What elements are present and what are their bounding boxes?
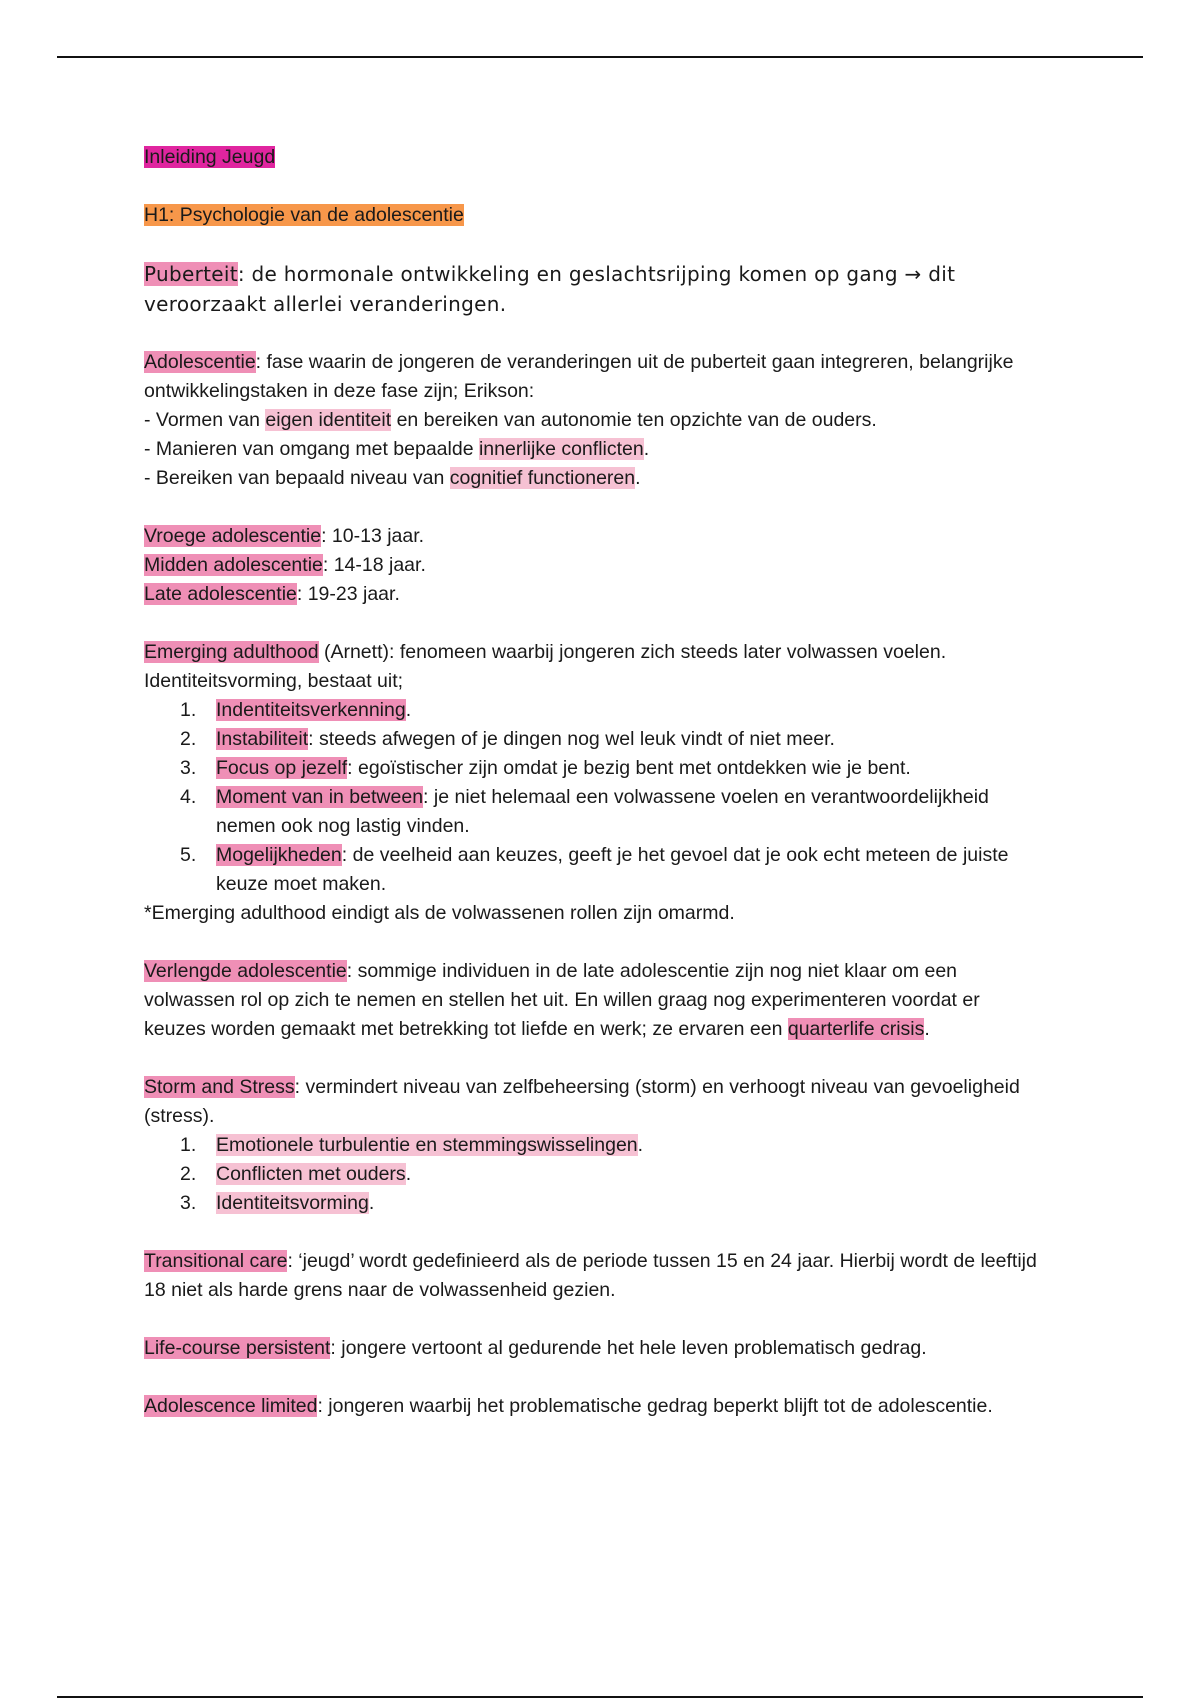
chapter-heading <box>144 201 1044 230</box>
list-number: 2. <box>180 728 197 750</box>
item-text: . <box>637 1134 644 1156</box>
list-number: 1. <box>180 1134 197 1156</box>
document-title <box>144 143 1044 172</box>
item-text: . <box>368 1192 375 1214</box>
lifecourse-text: : jongere vertoont al gedurende het hele leven problematisch gedrag. <box>330 1337 927 1359</box>
term-adolescentie: Adolescentie <box>144 351 256 373</box>
verlengde-text: : sommige individuen in de late adolescentie zijn nog niet klaar om een volwassen rol op zich te nemen en stellen het uit. En willen graag nog experimenteren voordat er keuzes worden gemaakt met betrekking tot liefde en werk; ze ervaren een <box>144 960 980 1040</box>
item-highlight: Instabiliteit <box>216 728 309 750</box>
phase-text: : 14-18 jaar. <box>322 554 426 576</box>
transitional-paragraph <box>144 1247 1044 1305</box>
item-highlight: Moment van in between <box>216 786 424 808</box>
list-number: 1. <box>180 699 197 721</box>
list-item <box>144 1160 1044 1189</box>
transitional-text: : ‘jeugd’ wordt gedefinieerd als de periode tussen 15 en 24 jaar. Hierbij wordt de leeftijd 18 niet als harde grens naar de volwassenheid gezien. <box>144 1250 1037 1301</box>
item-highlight: Mogelijkheden <box>216 844 342 866</box>
puberteit-paragraph <box>144 259 1044 319</box>
list-item <box>144 435 1044 464</box>
heading-highlight: H1: Psychologie van de adolescentie <box>144 204 464 226</box>
item-text: en bereiken van autonomie ten opzichte van de ouders. <box>391 409 877 431</box>
emerging-list <box>144 696 1044 899</box>
list-number: 4. <box>180 786 197 808</box>
item-text: . <box>405 699 412 721</box>
item-highlight: Emotionele turbulentie en stemmingswisselingen <box>216 1134 638 1156</box>
phase-midden <box>144 551 1044 580</box>
list-item <box>144 841 1044 899</box>
term-emerging: Emerging adulthood <box>144 641 319 663</box>
puberteit-text: : de hormonale ontwikkeling en geslachtsrijping komen op gang → dit veroorzaakt allerlei veranderingen. <box>144 262 956 316</box>
phase-text: : 10-13 jaar. <box>321 525 425 547</box>
item-text: - Manieren van omgang met bepaalde <box>144 438 479 460</box>
item-highlight: innerlijke conflicten <box>478 438 644 460</box>
item-highlight: Identiteitsvorming <box>216 1192 369 1214</box>
item-text: . <box>643 438 650 460</box>
list-item <box>144 783 1044 841</box>
phase-vroege <box>144 522 1044 551</box>
list-number: 3. <box>180 1192 197 1214</box>
top-rule <box>57 56 1143 58</box>
phase-late <box>144 580 1044 609</box>
item-text: . <box>635 467 641 489</box>
item-text: - Bereiken van bepaald niveau van <box>144 467 450 489</box>
item-text: . <box>405 1163 412 1185</box>
item-text: : je niet helemaal een volwassene voelen en verantwoordelijkheid nemen ook nog lastig vinden. <box>216 786 989 837</box>
term-limited: Adolescence limited <box>144 1395 318 1417</box>
list-item <box>144 406 1044 435</box>
adolescentie-text: : fase waarin de jongeren de veranderingen uit de puberteit gaan integreren, belangrijke ontwikkelingstaken in deze fase zijn; Erikson: <box>144 351 1014 402</box>
item-text: : egoïstischer zijn omdat je bezig bent met ontdekken wie je bent. <box>347 757 911 779</box>
list-item <box>144 1131 1044 1160</box>
emerging-note: *Emerging adulthood eindigt als de volwassenen rollen zijn omarmd. <box>144 902 735 924</box>
list-number: 2. <box>180 1163 197 1185</box>
list-item <box>144 754 1044 783</box>
item-highlight: Indentiteitsverkenning <box>216 699 406 721</box>
item-highlight: Conflicten met ouders <box>216 1163 406 1185</box>
term-lifecourse: Life-course persistent <box>144 1337 331 1359</box>
storm-text: : vermindert niveau van zelfbeheersing (storm) en verhoogt niveau van gevoeligheid (stress). <box>144 1076 1020 1127</box>
list-item <box>144 725 1044 754</box>
title-highlight: Inleiding Jeugd <box>144 146 276 168</box>
list-item <box>144 1189 1044 1218</box>
item-text: : de veelheid aan keuzes, geeft je het gevoel dat je ook echt meteen de juiste keuze moet maken. <box>216 844 1009 895</box>
item-highlight: eigen identiteit <box>265 409 392 431</box>
bottom-rule <box>57 1696 1143 1698</box>
term-late: Late adolescentie <box>144 583 297 605</box>
term-transitional: Transitional care <box>144 1250 288 1272</box>
list-item <box>144 696 1044 725</box>
document-body <box>144 143 1044 1421</box>
limited-text: : jongeren waarbij het problematische gedrag beperkt blijft tot de adolescentie. <box>317 1395 993 1417</box>
storm-paragraph <box>144 1073 1044 1131</box>
term-verlengde: Verlengde adolescentie <box>144 960 347 982</box>
verlengde-paragraph <box>144 957 1044 1044</box>
term-storm: Storm and Stress <box>144 1076 295 1098</box>
emerging-paragraph <box>144 638 1044 696</box>
emerging-text: (Arnett): fenomeen waarbij jongeren zich steeds later volwassen voelen. Identiteitsvorming, bestaat uit; <box>144 641 947 692</box>
list-number: 3. <box>180 757 197 779</box>
storm-list <box>144 1131 1044 1218</box>
adolescentie-paragraph <box>144 348 1044 406</box>
list-item <box>144 464 1044 493</box>
limited-paragraph <box>144 1392 1044 1421</box>
term-puberteit: Puberteit <box>144 262 238 286</box>
verlengde-post: . <box>924 1018 930 1040</box>
item-highlight: Focus op jezelf <box>216 757 348 779</box>
item-highlight: cognitief functioneren <box>449 467 636 489</box>
phase-text: : 19-23 jaar. <box>296 583 400 605</box>
term-vroege: Vroege adolescentie <box>144 525 322 547</box>
term-midden: Midden adolescentie <box>144 554 323 576</box>
list-number: 5. <box>180 844 197 866</box>
item-text: - Vormen van <box>144 409 266 431</box>
item-text: : steeds afwegen of je dingen nog wel leuk vindt of niet meer. <box>308 728 835 750</box>
lifecourse-paragraph <box>144 1334 1044 1363</box>
term-quarterlife: quarterlife crisis <box>787 1018 925 1040</box>
